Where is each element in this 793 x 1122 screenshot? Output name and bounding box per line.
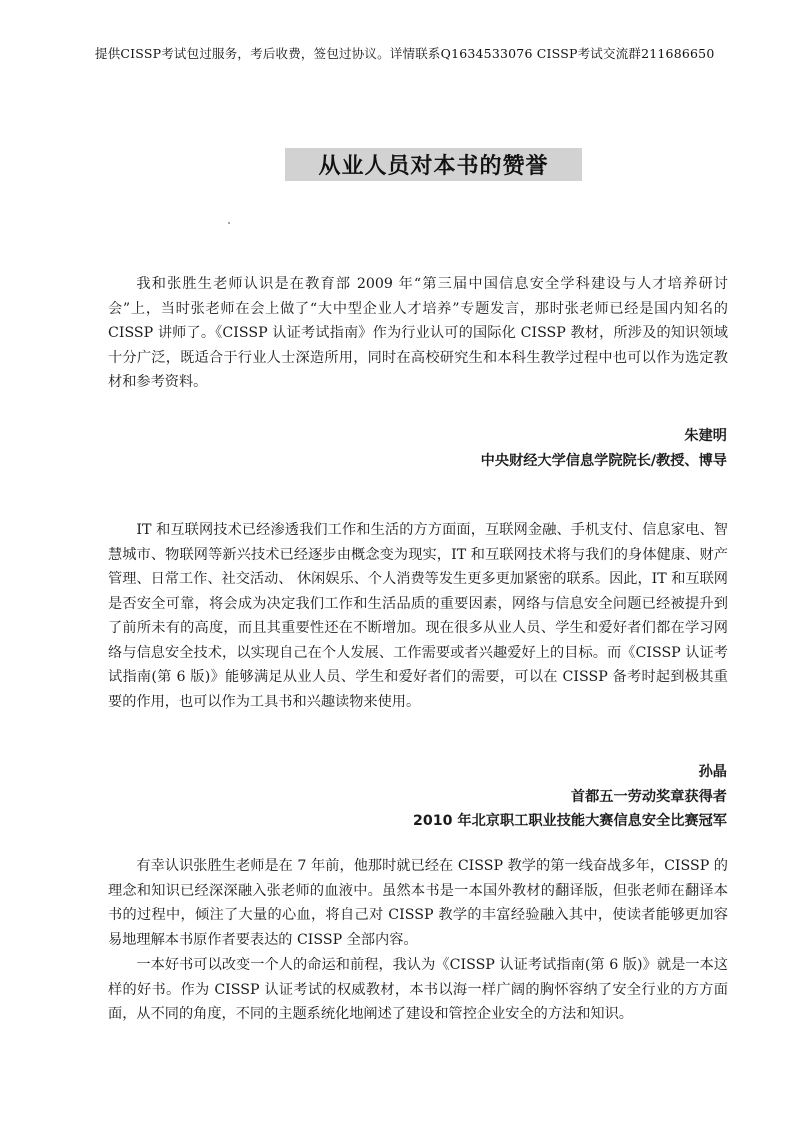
endorsement-3-paragraph-1: 有幸认识张胜生老师是在 7 年前，他那时就已经在 CISSP 教学的第一线奋战多年，CISSP 的理念和知识已经深深融入张老师的血液中。虽然本书是一本国外教材的翻译版，但张老师在翻译本书的过程中，倾注了大量的心血，将自己对 CISSP 教学的丰富经验融入其中，使读者能够更加容易地理解本书原作者要表达的 CISSP 全部内容。: [108, 858, 728, 948]
page-title: 从业人员对本书的赞誉: [318, 154, 549, 179]
endorsement-2-signature: [413, 760, 727, 834]
endorsement-1-signature: [481, 424, 727, 473]
endorsement-3-paragraph-2: 一本好书可以改变一个人的命运和前程，我认为《CISSP 认证考试指南(第 6 版)》就是一本这样的好书。作为 CISSP 认证考试的权威教材，本书以海一样广阔的胸怀容纳了安全行业的方方面面，从不同的角度，不同的主题系统化地阐述了建设和管控企业安全的方法和知识。: [108, 957, 728, 1022]
endorsement-2-title-line1: 首都五一劳动奖章获得者: [570, 788, 727, 805]
page-title-banner: [285, 148, 582, 181]
endorsement-1-name: 朱建明: [684, 428, 727, 444]
endorsement-1-paragraph: 我和张胜生老师认识是在教育部 2009 年“第三届中国信息安全学科建设与人才培养研讨会”上，当时张老师在会上做了“大中型企业人才培养”专题发言，那时张老师已经是国内知名的 CISSP 讲师了。《CISSP 认证考试指南》作为行业认可的国际化 CISSP 教材，所涉及的知识领域十分广泛，既适合于行业人士深造所用，同时在高校研究生和本科生教学过程中也可以作为选定教材和参考资料。: [108, 276, 728, 390]
page-header-note: 提供CISSP考试包过服务，考后收费，签包过协议。详情联系Q1634533076 CISSP考试交流群211686650: [95, 46, 715, 61]
endorsement-2-name: 孙晶: [698, 764, 727, 780]
endorsement-2-title-line2: 2010 年北京职工职业技能大赛信息安全比赛冠军: [413, 813, 727, 829]
endorsement-1-title: 中央财经大学信息学院院长/教授、博导: [480, 452, 727, 469]
scan-speck: [228, 222, 230, 224]
endorsement-2-paragraph: IT 和互联网技术已经渗透我们工作和生活的方方面面，互联网金融、手机支付、信息家电、智慧城市、物联网等新兴技术已经逐步由概念变为现实，IT 和互联网技术将与我们的身体健康、财产管理、日常工作、社交活动、 休闲娱乐、个人消费等发生更多更加紧密的联系。因此，IT 和互联网是否安全可靠，将会成为决定我们工作和生活品质的重要因素，网络与信息安全问题已经被提升到了前所未有的高度，而且其重要性还在不断增加。现在很多从业人员、学生和爱好者们都在学习网络与信息安全技术，以实现自己在个人发展、工作需要或者兴趣爱好上的目标。而《CISSP 认证考试指南(第 6 版)》能够满足从业人员、学生和爱好者们的需要，可以在 CISSP 备考时起到极其重要的作用，也可以作为工具书和兴趣读物来使用。: [108, 522, 728, 710]
